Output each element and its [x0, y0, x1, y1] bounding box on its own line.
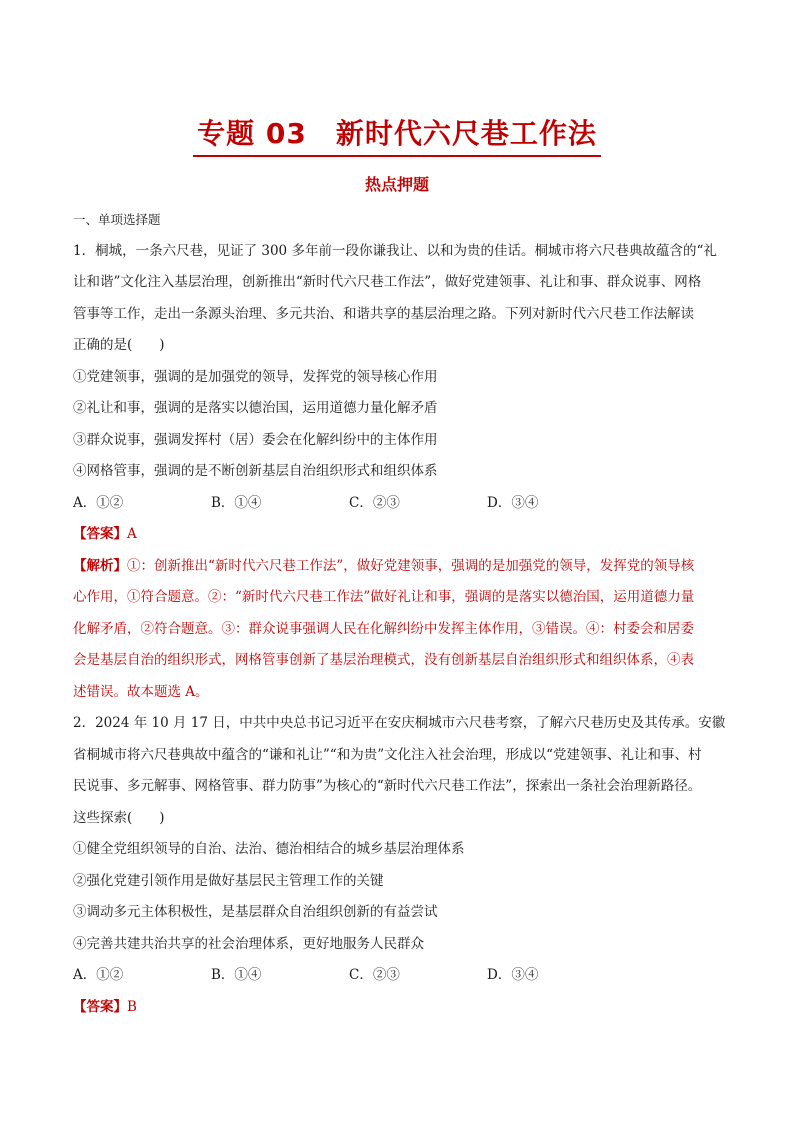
q1-analysis-line: 化解矛盾，②符合题意。③：群众说事强调人民在化解纠纷中发挥主体作用，③错误。④：村委会和居委: [73, 620, 694, 637]
q2-option: ①健全党组织领导的自治、法治、德治相结合的城乡基层治理体系: [73, 841, 465, 857]
q1-choice-a: A．①②: [73, 494, 124, 511]
q2-option: ②强化党建引领作用是做好基层民主管理工作的关键: [73, 872, 384, 889]
answer-tag: 【答案】: [73, 526, 127, 542]
analysis-tag: 【解析】: [73, 557, 127, 574]
q1-choices: [73, 488, 727, 520]
q2-choice-b: B．①④: [211, 967, 262, 983]
q1-choice-d: D．③④: [487, 494, 539, 511]
page-title-wrap: [0, 112, 794, 157]
q1-option: ②礼让和事，强调的是落实以德治国，运用道德力量化解矛盾: [73, 400, 438, 416]
page-subtitle: 热点押题: [364, 175, 429, 194]
q2-choice-a: A．①②: [73, 967, 124, 983]
page-title: 专题 03 新时代六尺巷工作法: [193, 112, 601, 157]
q1-stem-line: 1．桐城，一条六尺巷，见证了 300 多年前一段你谦我让、以和为贵的佳话。桐城市将六尺巷典故蕴含的“礼: [73, 242, 717, 259]
q1-stem-line: 让和谐”文化注入基层治理，创新推出“新时代六尺巷工作法”，做好党建领事、礼让和事、群众说事、网格: [73, 274, 702, 290]
analysis-text: ①：创新推出“新时代六尺巷工作法”，做好党建领事，强调的是加强党的领导，发挥党的领导核: [127, 557, 695, 574]
q1-choice-b: B．①④: [211, 494, 262, 511]
q2-choice-d: D．③④: [487, 967, 539, 983]
q2-choice-c: C．②③: [349, 967, 400, 983]
question-1: [73, 236, 727, 709]
q1-analysis-line: 述错误。故本题选 A。: [73, 683, 209, 700]
q2-option: ③调动多元主体积极性，是基层群众自治组织创新的有益尝试: [73, 904, 438, 920]
section-heading: 一、单项选择题: [73, 212, 161, 227]
q2-stem-line: 省桐城市将六尺巷典故中蕴含的“谦和礼让”“和为贵”文化注入社会治理，形成以“党建领事、礼让和事、村: [73, 746, 702, 763]
q1-answer: [73, 519, 727, 551]
question-2: [73, 708, 727, 1023]
q1-stem-line: 管事等工作，走出一条源头治理、多元共治、和谐共享的基层治理之路。下列对新时代六尺巷工作法解读: [73, 305, 694, 322]
q1-choice-c: C．②③: [349, 494, 400, 511]
answer-value: A: [127, 526, 137, 542]
q2-stem-line: 这些探索( ): [73, 809, 165, 826]
q1-stem-line: 正确的是( ): [73, 337, 165, 353]
q2-choices: [73, 960, 727, 992]
q1-analysis-line: 心作用，①符合题意。②：“新时代六尺巷工作法”做好礼让和事，强调的是落实以德治国，运用道德力量: [73, 589, 695, 605]
q2-option: ④完善共建共治共享的社会治理体系，更好地服务人民群众: [73, 935, 424, 952]
q1-analysis-line: [73, 551, 727, 583]
q1-option: ①党建领事，强调的是加强党的领导，发挥党的领导核心作用: [73, 368, 438, 385]
answer-value: B: [127, 998, 137, 1015]
q1-option: ③群众说事，强调发挥村（居）委会在化解纠纷中的主体作用: [73, 431, 438, 448]
q2-stem-line: 民说事、多元解事、网格管事、群力防事”为核心的“新时代六尺巷工作法”，探索出一条社会治理新路径。: [73, 778, 702, 794]
q2-answer: [73, 992, 727, 1024]
content: [73, 204, 727, 1023]
q1-analysis-line: 会是基层自治的组织形式，网格管事创新了基层治理模式，没有创新基层自治组织形式和组织体系，④表: [73, 652, 694, 668]
answer-tag: 【答案】: [73, 998, 127, 1015]
q2-stem-line: 2．2024 年 10 月 17 日，中共中央总书记习近平在安庆桐城市六尺巷考察，了解六尺巷历史及其传承。安徽: [73, 715, 726, 731]
q1-option: ④网格管事，强调的是不断创新基层自治组织形式和组织体系: [73, 463, 438, 479]
